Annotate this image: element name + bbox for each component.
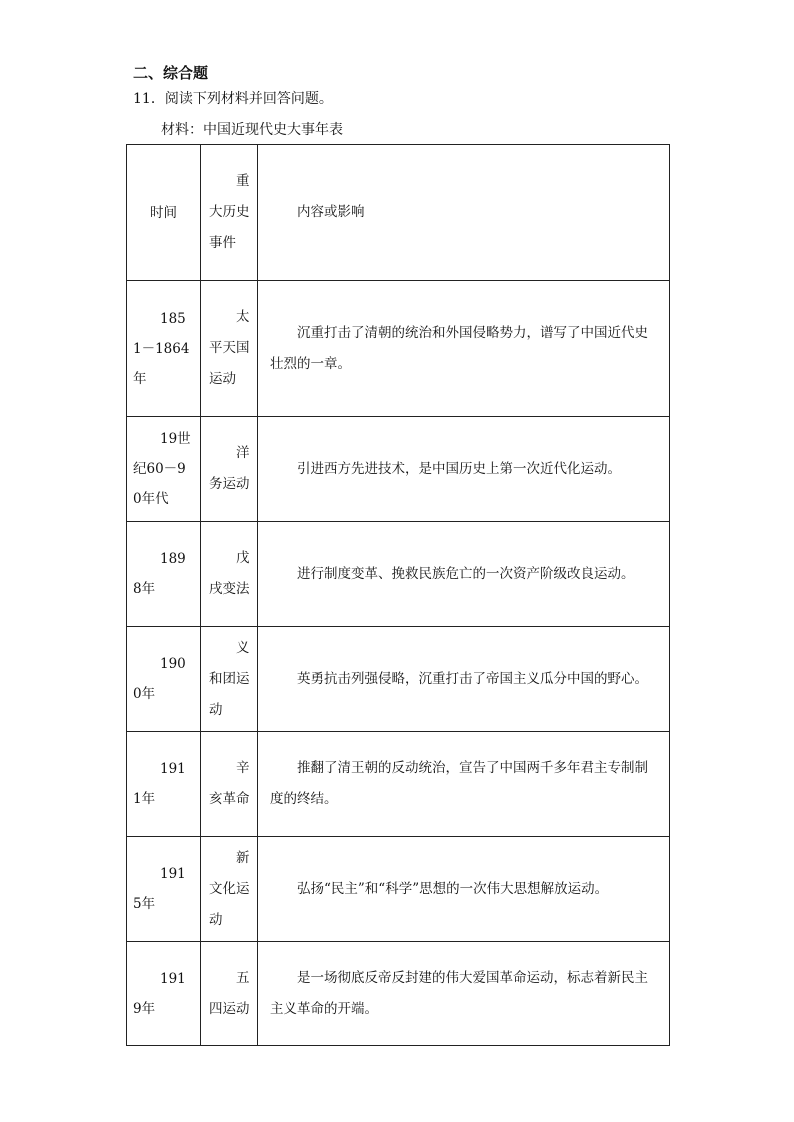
table-header-row — [127, 145, 670, 281]
table-row — [127, 942, 670, 1046]
question-text: 11．阅读下列材料并回答问题。 — [133, 91, 333, 107]
row-time: 1915年 — [127, 837, 201, 942]
row-content: 引进西方先进技术，是中国历史上第一次近代化运动。 — [258, 417, 670, 522]
material-label: 材料：中国近现代史大事年表 — [161, 122, 343, 138]
table-row — [127, 417, 670, 522]
table-row — [127, 732, 670, 837]
row-event: 新文化运动 — [201, 837, 258, 942]
row-time: 1851－1864年 — [127, 281, 201, 417]
header-time: 时间 — [127, 145, 201, 281]
row-content: 是一场彻底反帝反封建的伟大爱国革命运动，标志着新民主主义革命的开端。 — [258, 942, 670, 1046]
row-event: 五四运动 — [201, 942, 258, 1046]
row-time: 1919年 — [127, 942, 201, 1046]
row-event: 太平天国运动 — [201, 281, 258, 417]
row-content: 弘扬“民主”和“科学”思想的一次伟大思想解放运动。 — [258, 837, 670, 942]
row-event: 戊戌变法 — [201, 522, 258, 627]
header-content: 内容或影响 — [258, 145, 670, 281]
row-time: 1911年 — [127, 732, 201, 837]
row-content: 英勇抗击列强侵略，沉重打击了帝国主义瓜分中国的野心。 — [258, 627, 670, 732]
section-title: 二、综合题 — [133, 64, 209, 82]
row-time: 1898年 — [127, 522, 201, 627]
row-event: 洋务运动 — [201, 417, 258, 522]
history-events-table — [126, 144, 670, 1046]
table-row — [127, 522, 670, 627]
table-row — [127, 281, 670, 417]
row-event: 义和团运动 — [201, 627, 258, 732]
row-content: 沉重打击了清朝的统治和外国侵略势力，谱写了中国近代史壮烈的一章。 — [258, 281, 670, 417]
table-row — [127, 627, 670, 732]
row-time: 19世纪60－90年代 — [127, 417, 201, 522]
row-content: 进行制度变革、挽救民族危亡的一次资产阶级改良运动。 — [258, 522, 670, 627]
row-content: 推翻了清王朝的反动统治，宣告了中国两千多年君主专制制度的终结。 — [258, 732, 670, 837]
row-time: 1900年 — [127, 627, 201, 732]
header-event: 重大历史事件 — [201, 145, 258, 281]
table-row — [127, 837, 670, 942]
row-event: 辛亥革命 — [201, 732, 258, 837]
